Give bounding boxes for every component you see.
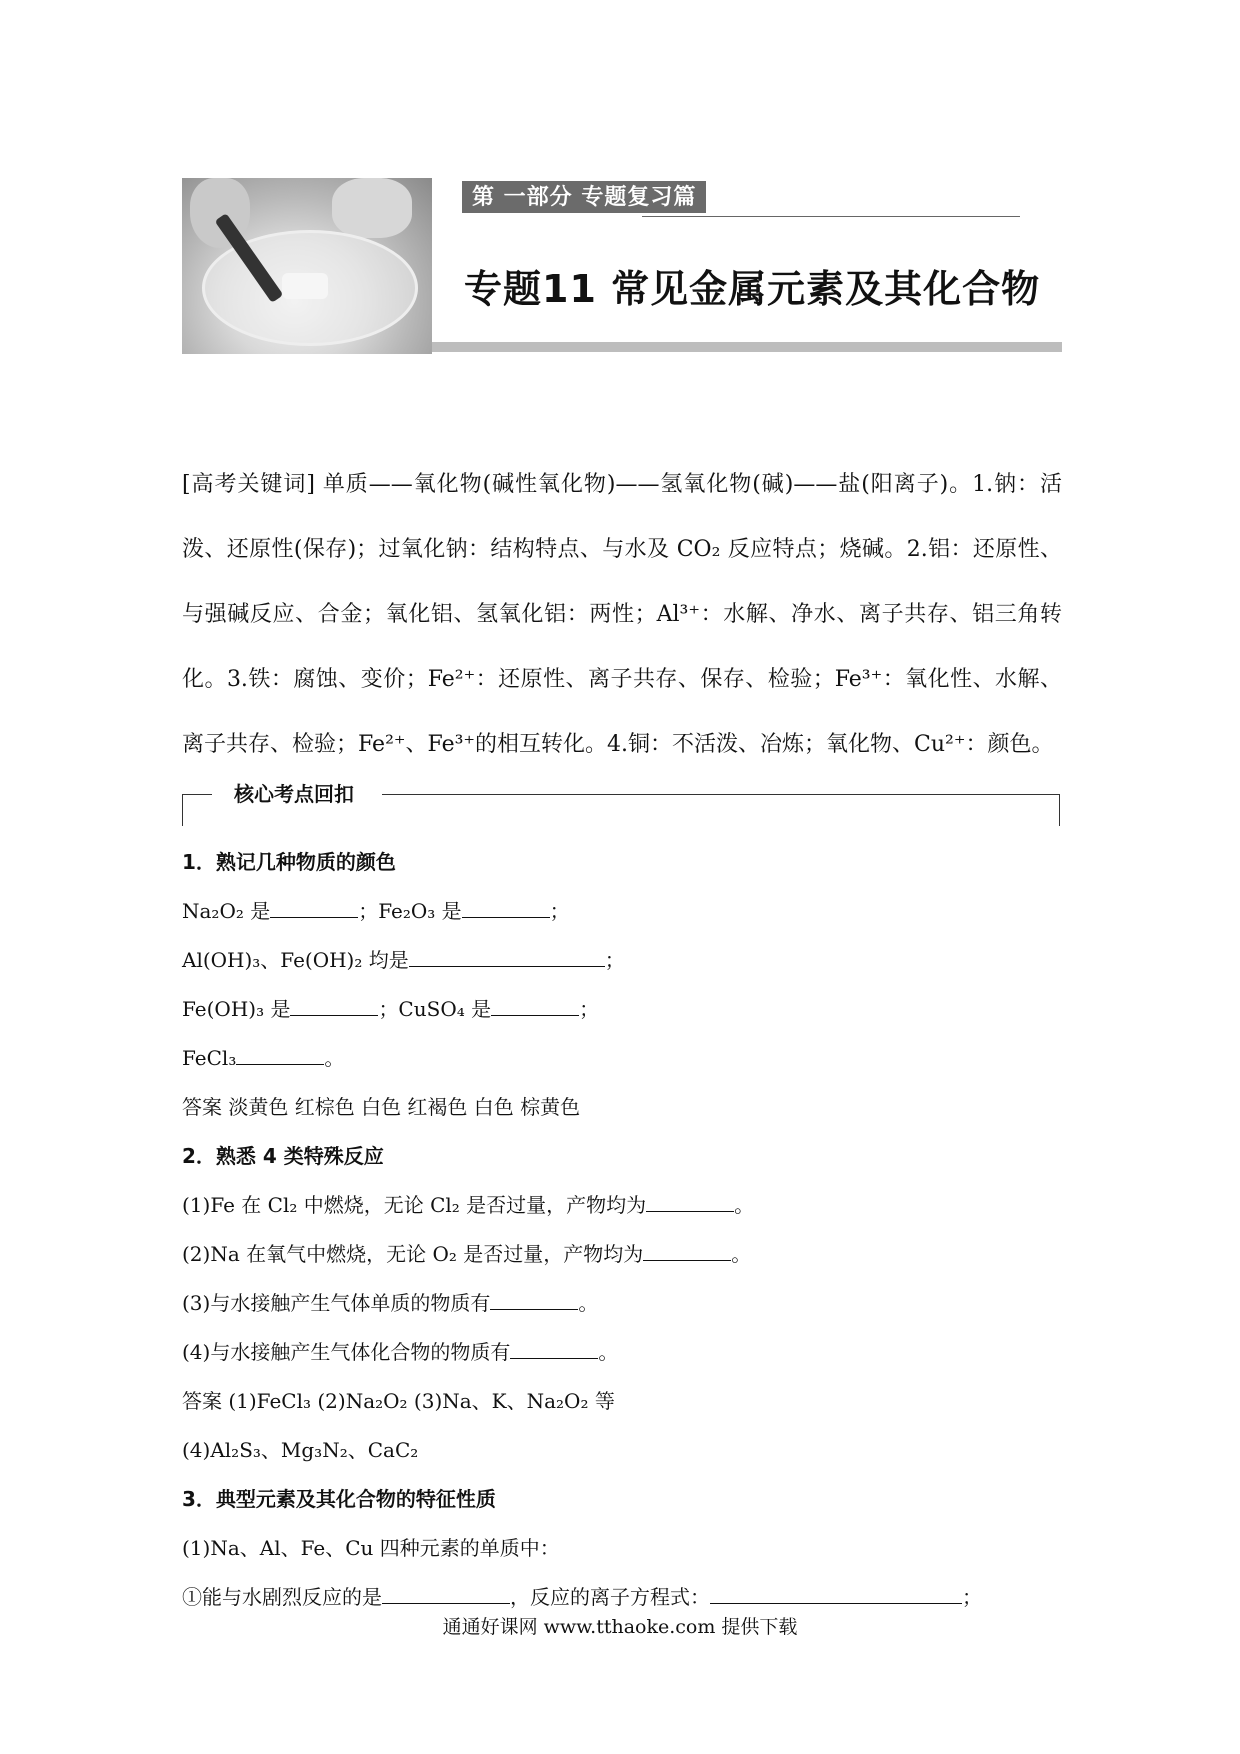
answer-blank bbox=[382, 1573, 510, 1604]
question-line bbox=[182, 1279, 1062, 1328]
answer-blank bbox=[462, 887, 550, 918]
question-text: Na₂O₂ 是 bbox=[182, 899, 271, 923]
frame-line bbox=[182, 794, 212, 795]
question-text: ； bbox=[549, 899, 570, 923]
question-text: Fe(OH)₃ 是 bbox=[182, 997, 291, 1021]
question-text: 。 bbox=[731, 1242, 752, 1266]
answer-blank bbox=[643, 1230, 731, 1261]
answer-blank bbox=[409, 936, 605, 967]
question-text: ；Fe₂O₃ 是 bbox=[358, 899, 462, 923]
core-section-header bbox=[182, 784, 1060, 826]
page-header bbox=[182, 178, 1062, 354]
question-line bbox=[182, 1230, 1062, 1279]
answer-blank bbox=[490, 1279, 578, 1310]
photo-hand-right bbox=[332, 178, 412, 238]
question-line bbox=[182, 1034, 1062, 1083]
experiment-photo bbox=[182, 178, 432, 354]
question-text: 。 bbox=[324, 1046, 345, 1070]
core-section-label: 核心考点回扣 bbox=[234, 782, 354, 806]
question-text: (2)Na 在氧气中燃烧，无论 O₂ 是否过量，产物均为 bbox=[182, 1242, 644, 1266]
question-text: ，反应的离子方程式： bbox=[510, 1585, 710, 1609]
question-text: ①能与水剧烈反应的是 bbox=[182, 1585, 382, 1609]
question-list bbox=[182, 838, 1062, 1622]
question-text: 。 bbox=[598, 1340, 619, 1364]
question-text: ；CuSO₄ 是 bbox=[378, 997, 492, 1021]
question-text: FeCl₃ bbox=[182, 1046, 237, 1070]
question-line bbox=[182, 1328, 1062, 1377]
keywords-paragraph: [高考关键词] 单质——氧化物(碱性氧化物)——氢氧化物(碱)——盐(阳离子)。1.钠：活泼、还原性(保存)；过氧化钠：结构特点、与水及 CO₂ 反应特点；烧碱。2.铝：还原性、与强碱反应、合金；氧化铝、氢氧化铝：两性；Al³⁺：水解、净水、离子共存、铝三角转化。3.铁：腐蚀、变价；Fe²⁺：还原性、离子共存、保存、检验；Fe³⁺：氧化性、水解、离子共存、检验；Fe²⁺、Fe³⁺的相互转化。4.铜：不活泼、冶炼；氧化物、Cu²⁺：颜色。 bbox=[182, 472, 1062, 757]
question-line bbox=[182, 936, 1062, 985]
question-text: Al(OH)₃、Fe(OH)₂ 均是 bbox=[182, 948, 409, 972]
part-rule bbox=[642, 216, 1020, 217]
question-text: ； bbox=[579, 997, 600, 1021]
frame-line bbox=[1059, 794, 1060, 826]
answer-blank bbox=[290, 985, 378, 1016]
section-heading-2: 2．熟悉 4 类特殊反应 bbox=[182, 1144, 384, 1168]
question-text: ； bbox=[604, 948, 625, 972]
section-heading-3: 3．典型元素及其化合物的特征性质 bbox=[182, 1487, 496, 1511]
question-text: (1)Fe 在 Cl₂ 中燃烧，无论 Cl₂ 是否过量，产物均为 bbox=[182, 1193, 647, 1217]
answer-line: (4)Al₂S₃、Mg₃N₂、CaC₂ bbox=[182, 1438, 419, 1462]
section-heading-1: 1．熟记几种物质的颜色 bbox=[182, 850, 396, 874]
question-text: ； bbox=[962, 1585, 982, 1609]
answer-blank bbox=[646, 1181, 734, 1212]
answer-blank bbox=[491, 985, 579, 1016]
page-footer: 通通好课网 www.tthaoke.com 提供下载 bbox=[442, 1616, 798, 1638]
answer-line: 答案 淡黄色 红棕色 白色 红褐色 白色 棕黄色 bbox=[182, 1095, 581, 1119]
question-text: 。 bbox=[578, 1291, 599, 1315]
page-title: 专题11 常见金属元素及其化合物 bbox=[464, 267, 1041, 311]
part-tag: 第 一部分 专题复习篇 bbox=[462, 181, 706, 213]
question-line bbox=[182, 887, 1062, 936]
question-line bbox=[182, 985, 1062, 1034]
question-line bbox=[182, 1181, 1062, 1230]
answer-blank bbox=[710, 1573, 962, 1604]
answer-blank bbox=[236, 1034, 324, 1065]
frame-line bbox=[382, 794, 1060, 795]
question-text: (4)与水接触产生气体化合物的物质有 bbox=[182, 1340, 511, 1364]
photo-sample bbox=[282, 273, 328, 299]
question-text: 。 bbox=[734, 1193, 755, 1217]
question-text: (3)与水接触产生气体单质的物质有 bbox=[182, 1291, 491, 1315]
answer-blank bbox=[510, 1328, 598, 1359]
answer-line: 答案 (1)FeCl₃ (2)Na₂O₂ (3)Na、K、Na₂O₂ 等 bbox=[182, 1389, 615, 1413]
answer-blank bbox=[270, 887, 358, 918]
title-bar bbox=[432, 342, 1062, 352]
frame-line bbox=[182, 794, 183, 826]
question-line: (1)Na、Al、Fe、Cu 四种元素的单质中： bbox=[182, 1536, 560, 1560]
